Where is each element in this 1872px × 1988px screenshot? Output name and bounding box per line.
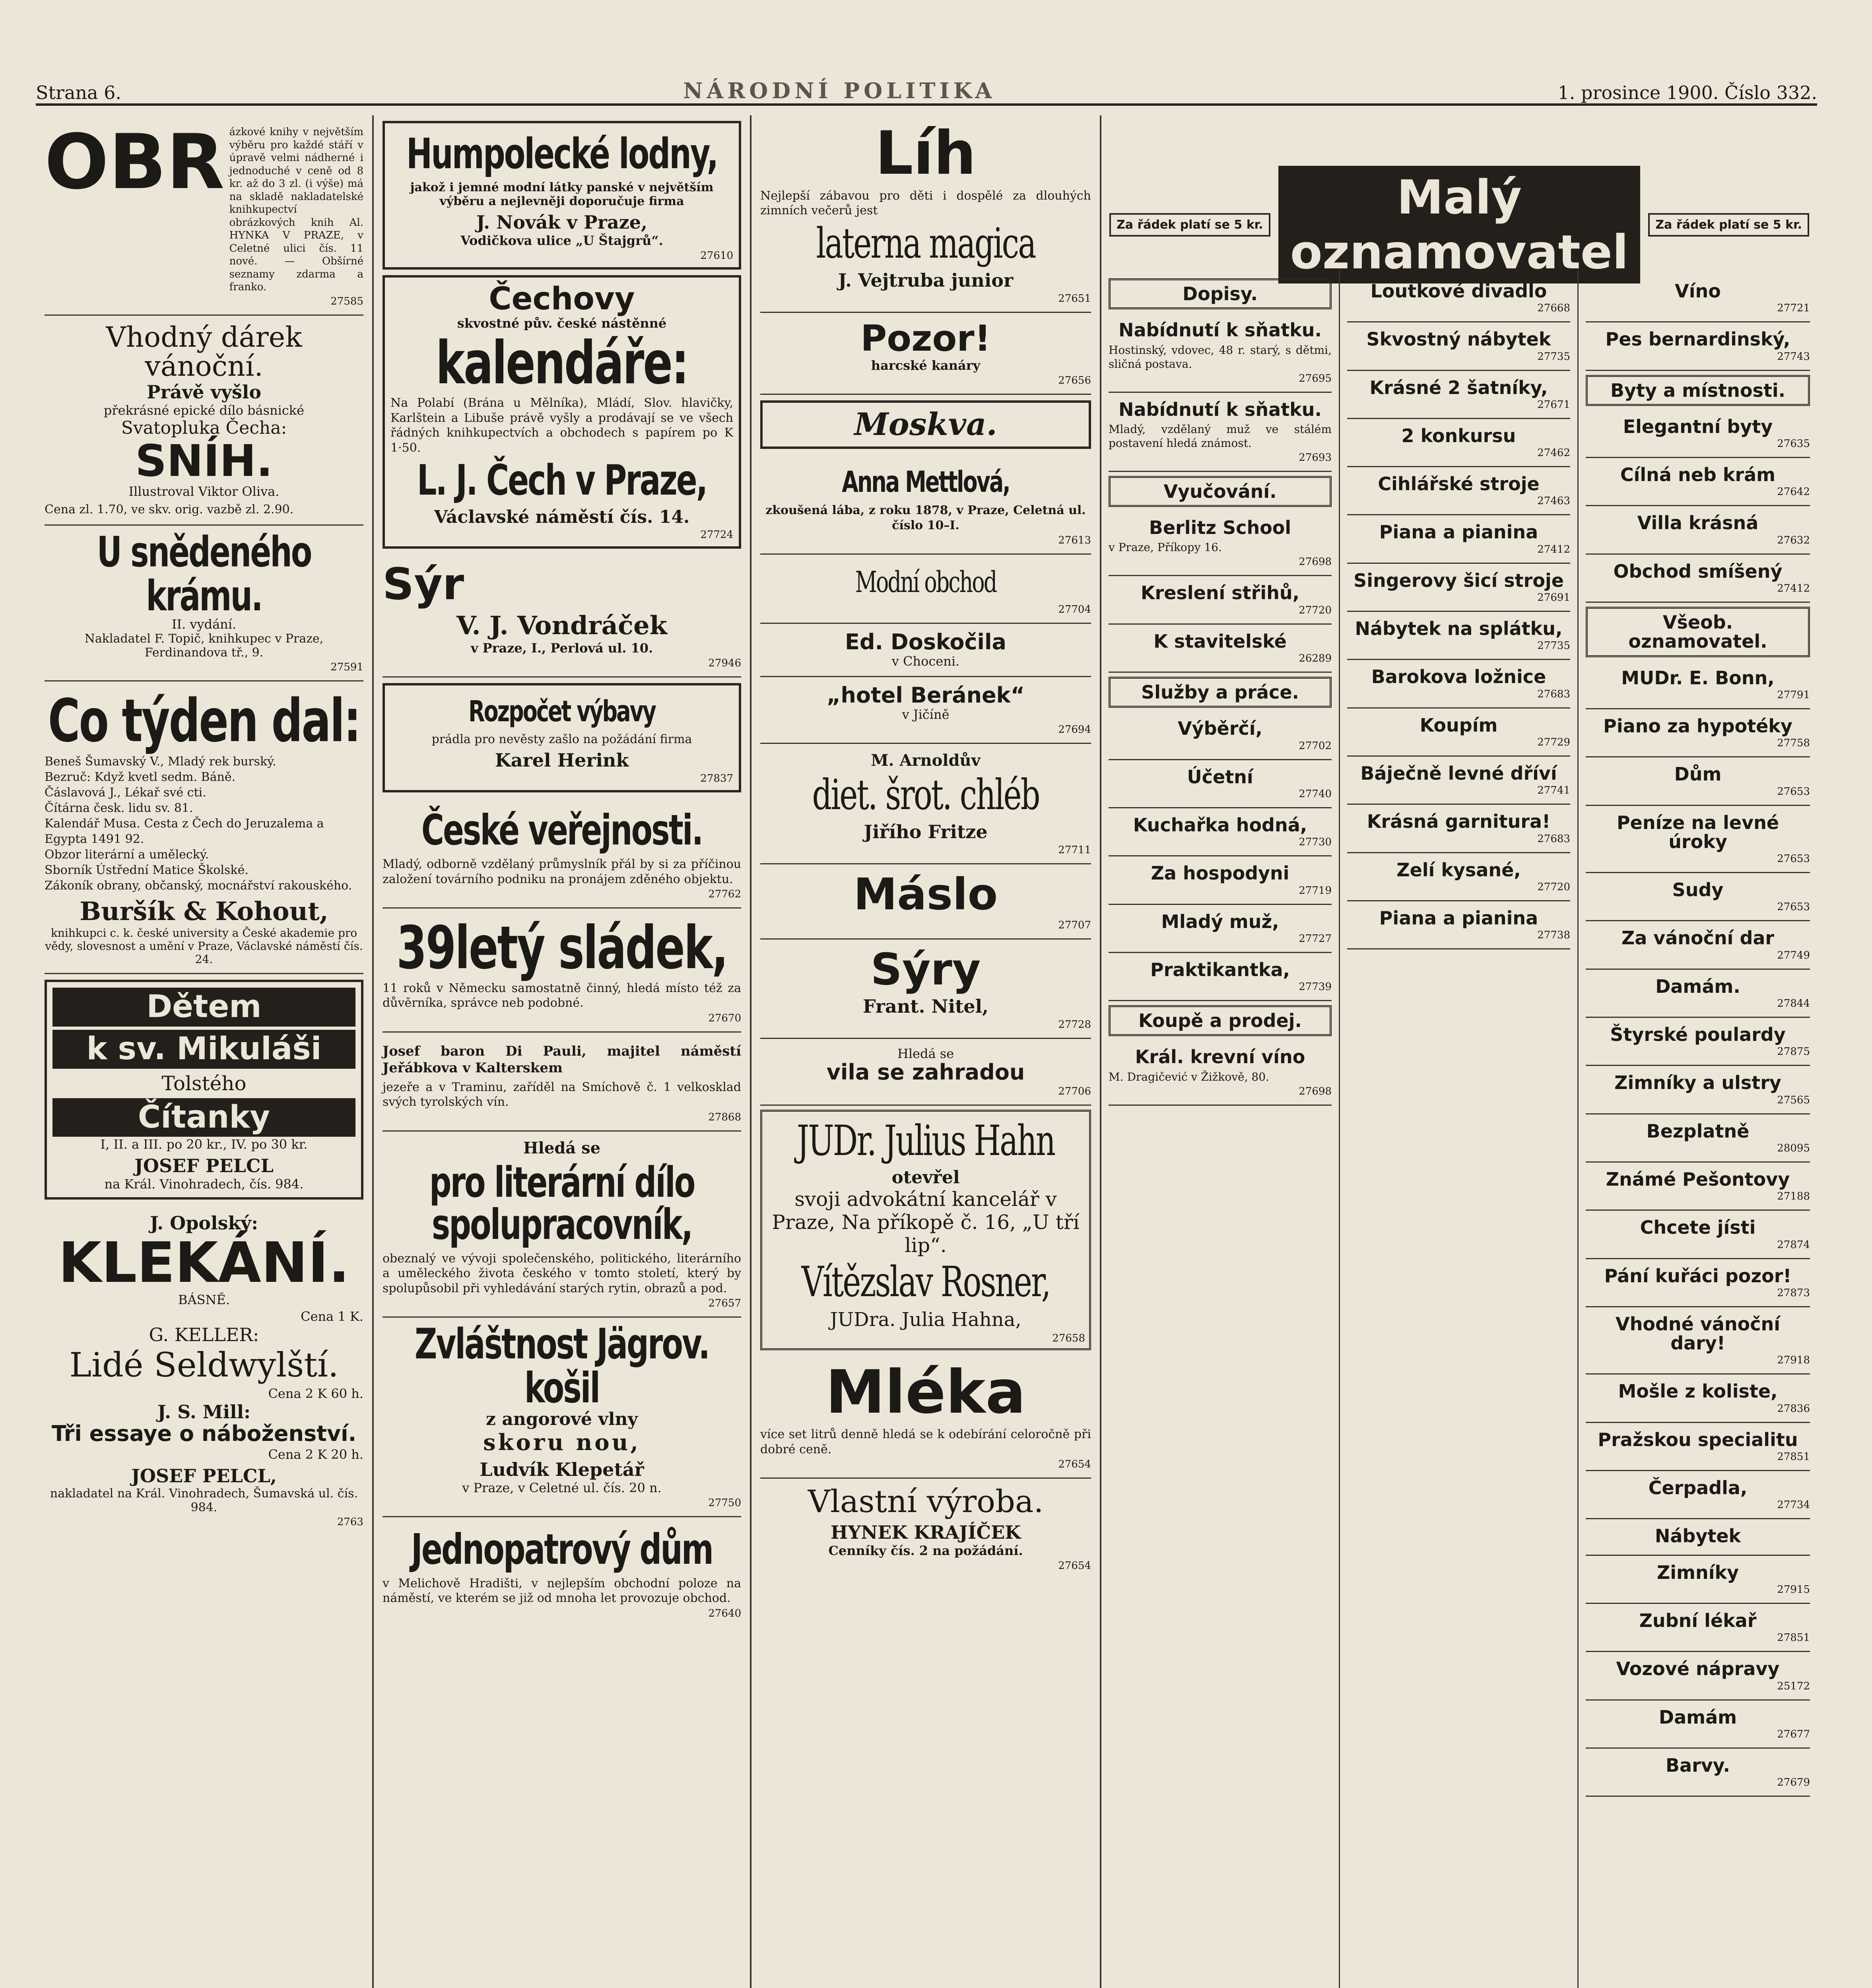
- classified-ad: Skvostný nábytek 27735: [1347, 322, 1570, 371]
- ad-darek-title: SNÍH.: [135, 435, 273, 486]
- ad-verejnosti-head: České veřejnosti.: [421, 806, 703, 855]
- ad-detem-firm: JOSEF PELCL: [134, 1155, 274, 1177]
- classified-ad: Nábytek: [1586, 1519, 1810, 1555]
- ad-tyden-firmsub: knihkupci c. k. české university a České akademie pro vědy, slovesnost a umění v Praze, Václavské náměstí čís. 24.: [45, 926, 363, 966]
- ad-mettlova-body: zkoušená lába, z roku 1878, v Praze, Celetná ul. číslo 10–I.: [765, 503, 1086, 532]
- section-heading: Vyučování.: [1109, 476, 1332, 507]
- ad-chleb-firm: Jiřího Fritze: [864, 821, 988, 843]
- ad-literarni-head: pro literární dílo: [429, 1158, 695, 1207]
- ad-number: 27868: [708, 1111, 741, 1123]
- ad-mettlova: [760, 454, 1091, 555]
- rate-box-right: Za řádek platí se 5 kr.: [1648, 213, 1809, 237]
- ad-darek-sub2: překrásné epické dílo básnické: [103, 402, 305, 418]
- ad-beranek-head: „hotel Beránek“: [826, 682, 1025, 708]
- ad-chleb: [760, 744, 1091, 865]
- classified-ad: Pražskou specialitu 27851: [1586, 1423, 1810, 1471]
- classified-ad: Mladý muž, 27727: [1109, 905, 1332, 953]
- ad-klekani-title2: Lidé Seldwylští.: [69, 1345, 339, 1385]
- ad-number: 27750: [708, 1497, 741, 1509]
- ad-kramu: [45, 526, 363, 682]
- classified-ad: Pes bernardinský, 27743: [1586, 322, 1810, 371]
- ad-humpolecke-head: Humpolecké lodny,: [406, 130, 718, 179]
- ad-mettlova-head: Anna Mettlová,: [842, 465, 1010, 499]
- ad-kramu-pub: Nakladatel F. Topič, knihkupec v Praze, Ferdinandova tř., 9.: [84, 632, 324, 660]
- ad-kosile-firm: Ludvík Klepetář: [480, 1458, 644, 1480]
- classified-ad: Peníze na levné úroky 27653: [1586, 806, 1810, 874]
- ad-number: 27946: [708, 657, 741, 669]
- classified-ad: Čerpadla, 27734: [1586, 1471, 1810, 1519]
- newspaper-title: NÁRODNÍ POLITIKA: [683, 78, 996, 103]
- ad-hahn: [760, 1110, 1091, 1350]
- ad-humpolecke-firm: J. Novák v Praze,: [476, 211, 648, 233]
- ad-number: 27654: [1058, 1560, 1091, 1572]
- ad-kramu-head: U snědeného krámu.: [97, 528, 311, 621]
- ad-literarni-sub: Hledá se: [523, 1138, 601, 1157]
- ad-syr-head: Sýr: [383, 559, 464, 610]
- ad-moskva-head: Moskva.: [854, 406, 997, 443]
- ad-detem-line4: Čítanky: [52, 1098, 355, 1137]
- ad-doskocila-head: Ed. Doskočila: [845, 629, 1006, 655]
- classifieds-title: Malý oznamovatel: [1278, 166, 1641, 283]
- classified-ad: Cílná neb krám 27642: [1586, 458, 1810, 506]
- classified-ad: Známé Pešontovy 27188: [1586, 1163, 1810, 1211]
- ad-klekani-price: Cena 1 K.: [301, 1309, 363, 1324]
- classified-ad: Pání kuřáci pozor! 27873: [1586, 1259, 1810, 1307]
- classified-ad: Koupím 27729: [1347, 709, 1570, 757]
- ad-detem-line2: k sv. Mikuláši: [52, 1030, 355, 1069]
- classified-ad: Sudy 27653: [1586, 873, 1810, 921]
- ad-number: 27613: [1058, 534, 1091, 547]
- ad-syr-firm: V. J. Vondráček: [456, 610, 667, 641]
- ad-number: 27762: [708, 888, 741, 901]
- ad-number: 27724: [700, 529, 733, 541]
- ad-number: 27711: [1058, 844, 1091, 856]
- classified-ad: Zimníky 27915: [1586, 1556, 1810, 1604]
- ad-kosile-line: skoru nou,: [483, 1429, 641, 1456]
- ad-mleka-body: více set litrů denně hledá se k odebírání celoročně při dobré ceně.: [760, 1427, 1091, 1456]
- ad-klekani-firm: JOSEF PELCL,: [131, 1465, 277, 1487]
- ad-kosile-head: Zvláštnost Jägrov. košil: [414, 1320, 709, 1413]
- ad-chleb-title: diet. šrot. chléb: [812, 771, 1039, 819]
- ad-klekani-price2: Cena 2 K 60 h.: [268, 1386, 363, 1402]
- ad-kosile: [383, 1318, 741, 1517]
- ad-literarni-head2: spolupracovník,: [431, 1200, 692, 1249]
- classified-ad: Villa krásná 27632: [1586, 506, 1810, 554]
- ad-kalendare-head: Čechovy: [489, 281, 635, 317]
- classifieds-col-a: [1101, 270, 1340, 1988]
- ad-darek-head: Vhodný dárek vánoční.: [106, 320, 302, 382]
- ad-number: 27585: [330, 295, 363, 307]
- ad-kalendare-body: Na Polabí (Brána u Mělníka), Mládí, Slov. hlavičky, Karlštein a Libuše právě vyšly a prodávají se ve všech řádných knihkupectvích a obchodech s papírem po K 1·50.: [390, 396, 733, 455]
- ad-beranek: [760, 677, 1091, 744]
- classified-ad: Berlitz School v Praze, Příkopy 16. 27698: [1109, 511, 1332, 576]
- classifieds-col-c: [1579, 270, 1817, 1988]
- ad-hahn-sub: otevřel: [891, 1167, 960, 1188]
- classified-ad: Singerovy šicí stroje 27691: [1347, 564, 1570, 612]
- ad-obr-head: OBR: [45, 118, 225, 206]
- ad-tyden-list: [45, 754, 363, 893]
- ad-kosile-addr: v Praze, v Celetné ul. čís. 20 n.: [462, 1480, 662, 1495]
- classified-ad: Nabídnutí k sňatku. Hostinský, vdovec, 48 r. starý, s dětmi, sličná postava. 27695: [1109, 313, 1332, 392]
- list-item: Beneš Šumavský V., Mladý rek burský.: [45, 754, 276, 769]
- issue-date: 1. prosince 1900. Číslo 332.: [1557, 82, 1817, 103]
- ad-number: 27654: [1058, 1458, 1091, 1471]
- classified-ad: Chcete jísti 27874: [1586, 1211, 1810, 1259]
- classified-ad: Cihlářské stroje 27463: [1347, 467, 1570, 515]
- list-item: Zákoník obrany, občanský, mocnářství rakouského.: [45, 878, 352, 893]
- ad-kalendare-addr: Václavské náměstí čís. 14.: [434, 507, 690, 528]
- classified-ad: Za hospodyni 27719: [1109, 856, 1332, 905]
- ad-pozor: [760, 313, 1091, 395]
- ad-number: 27706: [1058, 1085, 1091, 1098]
- ad-hahn-title: JUDr. Julius Hahn: [796, 1117, 1055, 1165]
- ad-vyroba-sub: Cenníky čís. 2 na požádání.: [828, 1543, 1023, 1559]
- ad-detem-line3: Tolstého: [161, 1072, 247, 1095]
- classified-ad: Zimníky a ulstry 27565: [1586, 1066, 1810, 1114]
- ad-sladek-head: 39letý sládek,: [396, 913, 727, 982]
- classified-ad: Štyrské poulardy 27875: [1586, 1018, 1810, 1066]
- classified-ad: Víno 27721: [1586, 274, 1810, 322]
- ad-vyroba-head: Vlastní výroba.: [808, 1484, 1044, 1520]
- section-heading: Dopisy.: [1109, 278, 1332, 309]
- ad-syry-head: Sýry: [870, 944, 981, 995]
- ad-pozor-sub: harcské kanáry: [871, 357, 981, 373]
- ad-syry: [760, 940, 1091, 1039]
- ad-darek: [45, 316, 363, 526]
- ad-darek-sub: Právě vyšlo: [146, 381, 262, 403]
- ad-sladek-body: 11 roků v Německu samostatně činný, hledá místo též za důvěrníka, správce neb podobné.: [383, 981, 741, 1010]
- classified-ad: Obchod smíšený 27412: [1586, 555, 1810, 603]
- ad-kosile-sub: z angorové vlny: [485, 1409, 638, 1429]
- ad-lih-title: Líh: [875, 119, 976, 188]
- ad-mleka-head: Mléka: [825, 1357, 1026, 1427]
- ad-beranek-sub: v Jičíně: [902, 707, 950, 722]
- ad-literarni: [383, 1132, 741, 1318]
- ad-syry-firm: Frant. Nitel,: [862, 996, 989, 1017]
- ad-mleka: [760, 1354, 1091, 1479]
- classified-ad: Piano za hypotéky 27758: [1586, 709, 1810, 757]
- ad-kalendare-title: kalendáře:: [436, 328, 688, 397]
- classified-ad: Za vánoční dar 27749: [1586, 921, 1810, 969]
- list-item: Sborník Ústřední Matice Školské.: [45, 863, 249, 877]
- ad-doskocila: [760, 624, 1091, 677]
- ad-obr-body: ázkové knihy v největším výběru pro každé stáří v úpravě velmi nádherné i jednoduché v ceně od 8 kr. až do 3 zl. (i výše) má na skladě nakladatelské knihkupectví obrázkových knih Al. HYNKA V PRAZE, v Celetné ulici čís. 11 nové. — Obšírné seznamy zdarma a franko.: [229, 126, 363, 293]
- ad-vyroba-firm: HYNEK KRAJÍČEK: [830, 1522, 1021, 1543]
- ad-modni: [760, 555, 1091, 624]
- ad-syr-addr: v Praze, I., Perlová ul. 10.: [470, 640, 653, 656]
- classified-ad: Vozové nápravy 25172: [1586, 1652, 1810, 1700]
- page-number: Strana 6.: [36, 82, 121, 103]
- ad-tyden-firm: Buršík & Kohout,: [80, 896, 328, 926]
- list-item: Obzor literární a umělecký.: [45, 847, 209, 862]
- ad-number: 2763: [337, 1516, 363, 1528]
- ad-moskva: [760, 400, 1091, 449]
- classified-ad: Nábytek na splátku, 27735: [1347, 612, 1570, 660]
- classified-ad: Elegantní byty 27635: [1586, 410, 1810, 458]
- ad-kalendare-firm: L. J. Čech v Praze,: [417, 456, 707, 505]
- ad-klekani-title: KLEKÁNÍ.: [58, 1231, 350, 1296]
- ad-darek-body: Cena zl. 1.70, ve skv. orig. vazbě zl. 2.90.: [45, 503, 294, 516]
- ad-klekani-firmsub: nakladatel na Král. Vinohradech, Šumavská ul. čís. 984.: [50, 1487, 358, 1515]
- classified-ad: Dům 27653: [1586, 757, 1810, 806]
- classified-ad: Bezplatně 28095: [1586, 1114, 1810, 1163]
- ad-number: 27591: [330, 661, 363, 674]
- ad-vybavy-sub: prádla pro nevěsty zašlo na požádání firma: [431, 732, 692, 747]
- ad-hahn-body: svoji advokátní kancelář v Praze, Na příkopě č. 16, „U tří lip“.: [772, 1188, 1080, 1257]
- ad-dipauli-head: Josef baron Di Pauli, majitel náměstí Jeřábkova v Kalterskem: [383, 1043, 741, 1076]
- ad-verejnosti-body: Mladý, odborně vzdělaný průmyslník přál by si za příčinou založení továrního podniku na pronájem zděného objektu.: [383, 857, 741, 886]
- ad-dipauli: [383, 1033, 741, 1132]
- ad-modni-head: Modní obchod: [855, 565, 996, 600]
- ad-detem-firmsub: na Král. Vinohradech, čís. 984.: [104, 1176, 304, 1192]
- classified-ad: Krásná garnitura! 27683: [1347, 805, 1570, 853]
- ad-number: 27656: [1058, 374, 1091, 386]
- ad-sladek: [383, 909, 741, 1033]
- ad-kalendare: [383, 275, 741, 549]
- classified-ad: Kreslení střihů, 27720: [1109, 576, 1332, 624]
- ad-klekani-author3: J. S. Mill:: [157, 1401, 251, 1423]
- ad-obr: [45, 115, 363, 316]
- classified-ad: Damám. 27844: [1586, 970, 1810, 1018]
- column-2: [374, 115, 752, 1988]
- ad-detem: [45, 980, 363, 1200]
- classified-ad: 2 konkursu 27462: [1347, 419, 1570, 467]
- ad-detem-line5: I, II. a III. po 20 kr., IV. po 30 kr.: [100, 1137, 308, 1152]
- classified-ad: Báječně levné dříví 27741: [1347, 757, 1570, 805]
- ad-lih-body: Nejlepší zábavou pro děti i dospělé za dlouhých zimních večerů jest: [760, 188, 1091, 217]
- ad-number: 27657: [708, 1297, 741, 1310]
- column-1: [36, 115, 374, 1988]
- classifieds-col-b: [1340, 270, 1579, 1988]
- ad-tyden: [45, 681, 363, 974]
- ad-dum: [383, 1517, 741, 1627]
- classified-ad: Nabídnutí k sňatku. Mladý, vzdělaný muž ve stálém postavení hledá známost. 27693: [1109, 393, 1332, 472]
- ad-kramu-edition: II. vydání.: [171, 617, 237, 632]
- ad-humpolecke: [383, 121, 741, 270]
- ad-laterna-title: laterna magica: [816, 219, 1035, 268]
- ad-vybavy-firm: Karel Herink: [495, 749, 629, 771]
- classified-ad: Účetní 27740: [1109, 760, 1332, 808]
- ad-vybavy: [383, 683, 741, 793]
- masthead: [36, 76, 1817, 106]
- classified-ad: Piana a pianina 27412: [1347, 515, 1570, 563]
- ad-number: 27694: [1058, 723, 1091, 736]
- classified-ad: Vhodné vánoční dary! 27918: [1586, 1307, 1810, 1375]
- section-heading: Byty a místnosti.: [1586, 375, 1810, 406]
- ad-klekani-author: J. Opolský:: [150, 1212, 258, 1234]
- classified-ad: Piana a pianina 27738: [1347, 901, 1570, 949]
- ad-maslo-head: Máslo: [853, 869, 998, 920]
- ad-vybavy-head: Rozpočet výbavy: [468, 694, 655, 728]
- ad-hahn-name: Vítězslav Rosner,: [801, 1258, 1050, 1307]
- ad-maslo: [760, 864, 1091, 940]
- ad-verejnosti: [383, 798, 741, 909]
- ad-humpolecke-sub: jakož i jemné modní látky panské v největším výběru a nejlevněji doporučuje firma: [410, 180, 714, 208]
- list-item: Čáslavová J., Lékař své cti.: [45, 785, 206, 800]
- ad-literarni-body: obeznalý ve vývoji společenského, politického, literárního a uměleckého života českého v tomto století, který by spolupůsobil při vyhledávání starých rytin, obrazů a pod.: [383, 1251, 741, 1295]
- classified-ad: MUDr. E. Bonn, 27791: [1586, 661, 1810, 709]
- ad-klekani-title3: Tři essaye o náboženství.: [51, 1421, 357, 1446]
- ad-vyroba: [760, 1479, 1091, 1579]
- classified-ad: Mošle z koliste, 27836: [1586, 1375, 1810, 1423]
- ad-number: 27610: [700, 249, 733, 262]
- ad-number: 27658: [1052, 1332, 1085, 1344]
- ad-doskocila-sub: v Choceni.: [891, 653, 960, 669]
- classified-ad: Zubní lékař 27851: [1586, 1604, 1810, 1652]
- ad-number: 27640: [708, 1607, 741, 1619]
- rate-box-left: Za řádek platí se 5 kr.: [1109, 213, 1270, 237]
- ad-humpolecke-addr: Vodičkova ulice „U Štajgrů“.: [460, 233, 663, 248]
- ad-lih: [760, 115, 1091, 313]
- section-heading: Služby a práce.: [1109, 677, 1332, 708]
- ad-number: 27837: [700, 773, 733, 785]
- classifieds-grid: [1101, 270, 1817, 1988]
- classified-ad: Krásné 2 šatníky, 27671: [1347, 371, 1570, 419]
- ad-number: 27704: [1058, 604, 1091, 616]
- ad-vila-head: vila se zahradou: [826, 1060, 1025, 1085]
- ad-number: 27728: [1058, 1019, 1091, 1031]
- classified-ad: Barvy. 27679: [1586, 1749, 1810, 1797]
- ad-klekani-price3: Cena 2 K 20 h.: [268, 1447, 363, 1462]
- classified-ad: Barokova ložnice 27683: [1347, 660, 1570, 708]
- ad-tyden-head: Co týden dal:: [48, 686, 360, 755]
- ad-chleb-head: M. Arnoldův: [871, 751, 981, 770]
- ad-vila-sub: Hledá se: [897, 1046, 954, 1062]
- column-3: [752, 115, 1101, 1988]
- list-item: Čítárna česk. lidu sv. 81.: [45, 801, 193, 815]
- ad-number: 27651: [1058, 293, 1091, 305]
- ad-darek-author: Svatopluka Čecha:: [121, 417, 287, 438]
- ad-darek-illus: Illustroval Viktor Oliva.: [128, 484, 280, 499]
- list-item: Bezruč: Když kvetl sedm. Báně.: [45, 770, 236, 784]
- classified-ad: K stavitelské 26289: [1109, 625, 1332, 673]
- ad-dum-body: v Melichově Hradišti, v nejlepším obchodní poloze na náměstí, ve kterém se již od mnoha let provozuje obchod.: [383, 1576, 741, 1606]
- classified-ad: Praktikantka, 27739: [1109, 953, 1332, 1001]
- classifieds-banner: [1101, 170, 1817, 280]
- ad-lih-firm: J. Vejtruba junior: [838, 270, 1014, 291]
- classified-ad: Loutkové divadlo 27668: [1347, 274, 1570, 322]
- ad-number: 27670: [708, 1012, 741, 1024]
- classified-ad: Zelí kysané, 27720: [1347, 853, 1570, 901]
- section-heading: Všeob. oznamovatel.: [1586, 607, 1810, 657]
- list-item: Kalendář Musa. Cesta z Čech do Jeruzalema a Egypta 1491 92.: [45, 816, 324, 846]
- ad-klekani-author2: G. KELLER:: [149, 1324, 259, 1346]
- section-heading: Koupě a prodej.: [1109, 1005, 1332, 1036]
- classified-ad: Kuchařka hodná, 27730: [1109, 808, 1332, 856]
- ad-dum-head: Jednopatrový dům: [411, 1525, 713, 1574]
- ad-detem-line1: Dětem: [52, 988, 355, 1027]
- classified-ad: Král. krevní víno M. Dragičević v Žižkově, 80. 27698: [1109, 1040, 1332, 1105]
- ad-dipauli-body: jezeře a v Traminu, zaříděl na Smíchově č. 1 velkosklad svých tyrolských vín.: [383, 1080, 741, 1109]
- ad-klekani-sub: BÁSNĚ.: [178, 1292, 230, 1308]
- ad-vila: [760, 1039, 1091, 1106]
- ad-syr: [383, 554, 741, 678]
- ad-kalendare-sub: skvostné pův. české nástěnné: [457, 315, 667, 331]
- ad-hahn-firm: JUDra. Julia Hahna,: [830, 1308, 1021, 1331]
- classified-ad: Damám 27677: [1586, 1701, 1810, 1749]
- ad-number: 27707: [1058, 919, 1091, 931]
- ad-klekani: [45, 1205, 363, 1535]
- classified-ad: Výběrčí, 27702: [1109, 712, 1332, 760]
- ad-pozor-head: Pozor!: [860, 318, 991, 360]
